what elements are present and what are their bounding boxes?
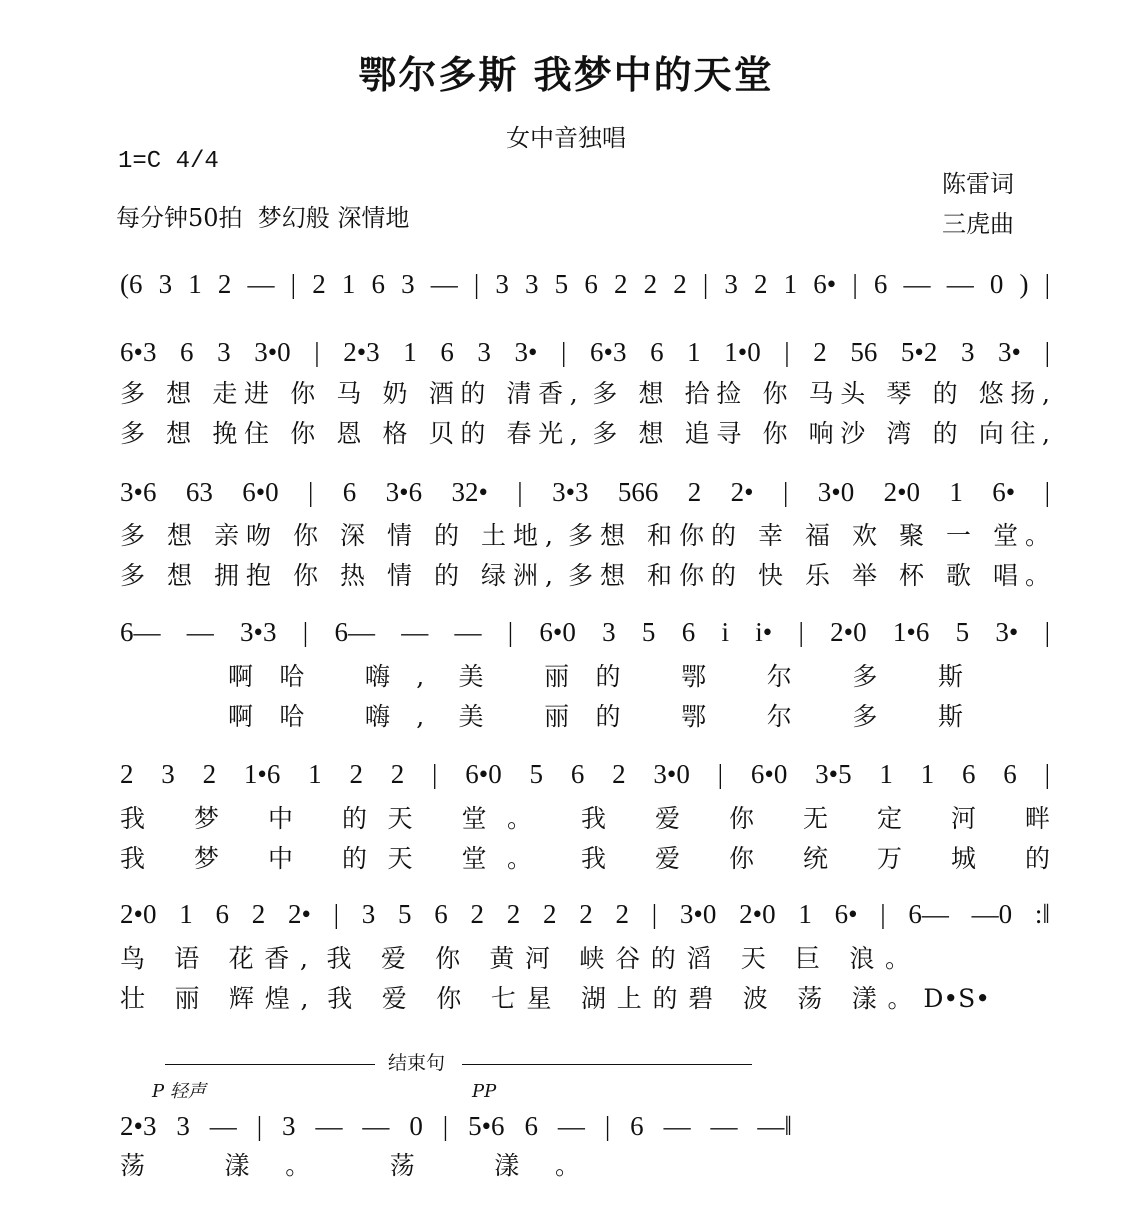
notation-line-4: 6— — 3•3 | 6— — — | 6•0 3 5 6 i i• | 2•0 1•6 5 3• | — [120, 617, 1050, 647]
lyrics-line-2-verse-1: 多 想 走进 你 马 奶 酒的 清香, 多 想 拾捡 你 马头 琴 的 悠扬, — [120, 379, 1050, 408]
notation-line-1: (6 3 1 2 — | 2 1 6 3 — | 3 3 5 6 2 2 2 | 3 2 1 6• | 6 — — 0 ) | — [120, 269, 1050, 299]
ending-bracket-right — [462, 1064, 752, 1065]
composer: 三虎曲 — [942, 210, 1014, 238]
dynamic-pianissimo: PP — [472, 1081, 497, 1102]
lyricist: 陈雷词 — [942, 170, 1014, 198]
ending-bracket-left — [165, 1064, 375, 1065]
notation-line-6: 2•0 1 6 2 2• | 3 5 6 2 2 2 2 2 | 3•0 2•0 1 6• | 6— —0 :‖ — [120, 899, 1050, 929]
notation-line-5: 2 3 2 1•6 1 2 2 | 6•0 5 6 2 3•0 | 6•0 3•5 1 1 6 6 | — [120, 759, 1050, 789]
lyrics-line-3-verse-1: 多 想 亲吻 你 深 情 的 土地, 多想 和你的 幸 福 欢 聚 一 堂。 — [120, 521, 1050, 550]
lyrics-line-4-verse-1: 啊哈 嗨, 美 丽的 鄂 尔 多 斯 — [228, 662, 963, 691]
lyrics-line-4-verse-2: 啊哈 嗨, 美 丽的 鄂 尔 多 斯 — [228, 702, 963, 731]
lyrics-line-2-verse-2: 多 想 挽住 你 恩 格 贝的 春光, 多 想 追寻 你 响沙 湾 的 向往, — [120, 419, 1050, 448]
notation-ending: 2•3 3 — | 3 — — 0 | 5•6 6 — | 6 — — —‖ — [120, 1111, 792, 1141]
lyrics-line-6-verse-1: 鸟 语 花香, 我 爱 你 黄河 峡谷的滔 天 巨 浪。 — [120, 944, 910, 973]
lyrics-line-6-verse-2: 壮 丽 辉煌, 我 爱 你 七星 湖上的碧 波 荡 漾。D•S• — [120, 984, 990, 1013]
notation-line-2: 6•3 6 3 3•0 | 2•3 1 6 3 3• | 6•3 6 1 1•0 | 2 56 5•2 3 3• | — [120, 337, 1050, 367]
tempo-marking: 每分钟50拍 梦幻般 深情地 — [116, 204, 410, 232]
notation-line-3: 3•6 63 6•0 | 6 3•6 32• | 3•3 566 2 2• | 3•0 2•0 1 6• | — [120, 477, 1050, 507]
song-title: 鄂尔多斯 我梦中的天堂 — [358, 53, 774, 97]
lyrics-line-5-verse-1: 我 梦 中 的天 堂。 我 爱 你 无 定 河 畔 — [120, 804, 1050, 833]
subtitle: 女中音独唱 — [506, 124, 626, 152]
ending-label: 结束句 — [388, 1052, 446, 1074]
lyrics-line-5-verse-2: 我 梦 中 的天 堂。 我 爱 你 统 万 城 的 — [120, 844, 1050, 873]
dynamic-piano: P 轻声 — [152, 1081, 206, 1102]
lyrics-ending: 荡 漾。 荡 漾。 — [120, 1151, 580, 1180]
key-signature: 1=C 4/4 — [118, 148, 219, 175]
lyrics-line-3-verse-2: 多 想 拥抱 你 热 情 的 绿洲, 多想 和你的 快 乐 举 杯 歌 唱。 — [120, 561, 1050, 590]
